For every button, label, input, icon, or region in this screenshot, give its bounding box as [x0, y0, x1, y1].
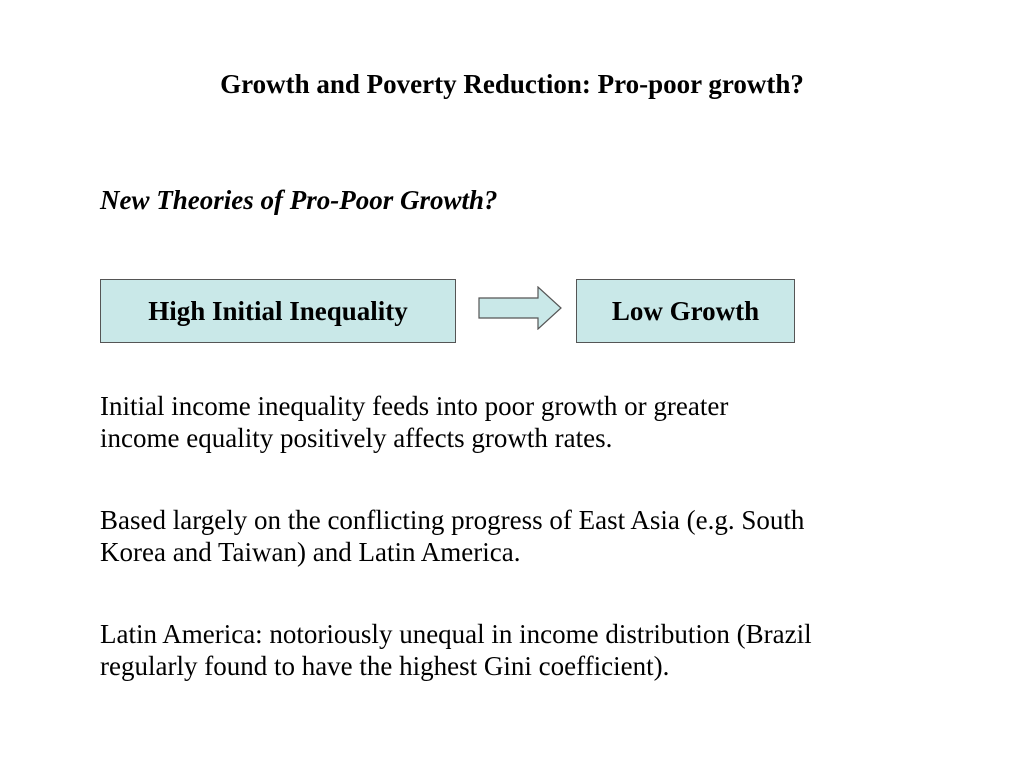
paragraph-line: Korea and Taiwan) and Latin America. — [100, 537, 521, 567]
paragraph-inequality-growth — [100, 390, 980, 454]
paragraph-line: Based largely on the conflicting progress of East Asia (e.g. South — [100, 505, 805, 535]
paragraph-line: Latin America: notoriously unequal in income distribution (Brazil — [100, 619, 812, 649]
slide-title: Growth and Poverty Reduction: Pro-poor growth? — [220, 69, 804, 99]
paragraph-latin-america — [100, 618, 980, 682]
paragraph-line: income equality positively affects growth rates. — [100, 423, 613, 453]
paragraph-east-asia — [100, 504, 980, 568]
flow-box-from: High Initial Inequality — [100, 279, 456, 343]
section-subtitle: New Theories of Pro-Poor Growth? — [100, 185, 498, 215]
right-arrow-icon — [478, 286, 562, 330]
flow-box-to: Low Growth — [576, 279, 795, 343]
paragraph-line: regularly found to have the highest Gini coefficient). — [100, 651, 670, 681]
paragraph-line: Initial income inequality feeds into poor growth or greater — [100, 391, 729, 421]
